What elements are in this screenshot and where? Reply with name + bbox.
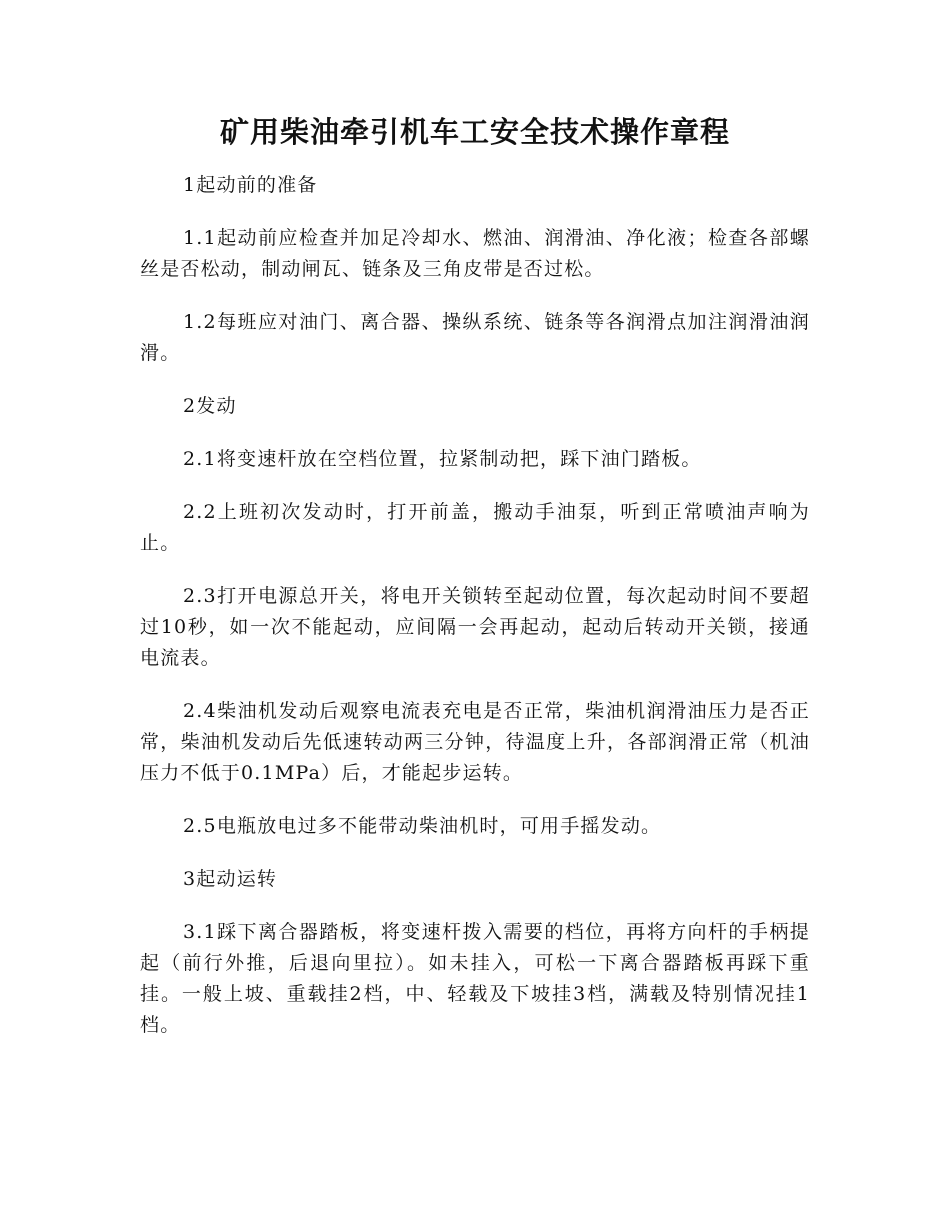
paragraph-1-1: 1.1起动前应检查并加足冷却水、燃油、润滑油、净化液；检查各部螺丝是否松动，制动闸瓦、链条及三角皮带是否过松。	[140, 227, 810, 280]
section-heading-3: 3起动运转	[183, 868, 278, 890]
document-title: 矿用柴油牵引机车工安全技术操作章程	[219, 115, 730, 149]
paragraph-2-5: 2.5电瓶放电过多不能带动柴油机时，可用手摇发动。	[183, 815, 662, 837]
paragraph-2-4: 2.4柴油机发动后观察电流表充电是否正常，柴油机润滑油压力是否正常，柴油机发动后先低速转动两三分钟，待温度上升，各部润滑正常（机油压力不低于0.1MPa）后，才能起步运转。	[140, 700, 810, 784]
paragraph-2-1: 2.1将变速杆放在空档位置，拉紧制动把，踩下油门踏板。	[183, 448, 702, 470]
section-heading-1: 1起动前的准备	[183, 174, 318, 196]
paragraph-2-2: 2.2上班初次发动时，打开前盖，搬动手油泵，听到正常喷油声响为止。	[140, 501, 810, 554]
paragraph-1-2: 1.2每班应对油门、离合器、操纵系统、链条等各润滑点加注润滑油润滑。	[140, 311, 810, 364]
paragraph-3-1: 3.1踩下离合器踏板，将变速杆拨入需要的档位，再将方向杆的手柄提起（前行外推，后退向里拉）。如未挂入，可松一下离合器踏板再踩下重挂。一般上坡、重载挂2档，中、轻载及下坡挂3档，满载及特别情况挂1档。	[140, 921, 810, 1036]
paragraph-2-3: 2.3打开电源总开关，将电开关锁转至起动位置，每次起动时间不要超过10秒，如一次不能起动，应间隔一会再起动，起动后转动开关锁，接通电流表。	[140, 585, 810, 669]
section-heading-2: 2发动	[183, 395, 237, 417]
